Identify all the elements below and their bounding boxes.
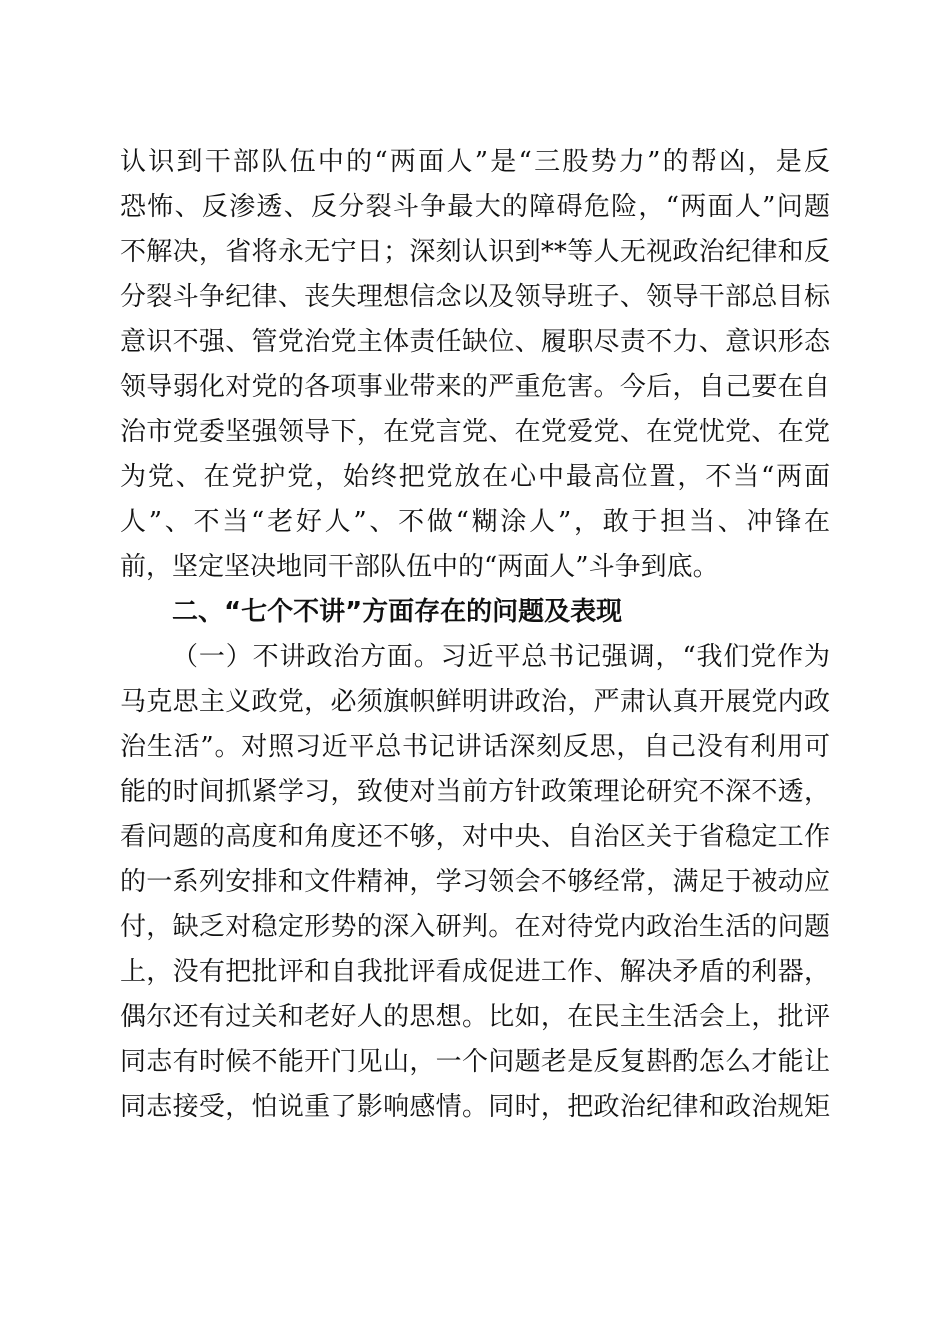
section-heading: 二、“七个不讲”方面存在的问题及表现: [172, 597, 623, 627]
body-text-line: 不解决，省将永无宁日；深刻认识到**等人无视政治纪律和反: [120, 237, 830, 267]
body-text-line: 偶尔还有过关和老好人的思想。比如，在民主生活会上，批评: [120, 1002, 830, 1032]
body-text-line: 为党、在党护党，始终把党放在心中最高位置，不当“两面: [120, 462, 830, 492]
body-text-line: 认识到干部队伍中的“两面人”是“三股势力”的帮凶，是反: [120, 147, 830, 177]
body-text-line: 恐怖、反渗透、反分裂斗争最大的障碍危险，“两面人”问题: [120, 192, 830, 222]
body-text-line: 分裂斗争纪律、丧失理想信念以及领导班子、领导干部总目标: [120, 282, 830, 312]
body-text-line: 治生活”。对照习近平总书记讲话深刻反思，自己没有利用可: [120, 732, 830, 762]
body-text-line: 马克思主义政党，必须旗帜鲜明讲政治，严肃认真开展党内政: [120, 687, 830, 717]
body-text-line: 意识不强、管党治党主体责任缺位、履职尽责不力、意识形态: [120, 327, 830, 357]
body-text-line: 上，没有把批评和自我批评看成促进工作、解决矛盾的利器，: [120, 957, 830, 987]
body-text-line: 治市党委坚强领导下，在党言党、在党爱党、在党忧党、在党: [120, 417, 830, 447]
body-text-line: 同志接受，怕说重了影响感情。同时，把政治纪律和政治规矩: [120, 1092, 830, 1122]
body-text-line: 付，缺乏对稳定形势的深入研判。在对待党内政治生活的问题: [120, 912, 830, 942]
body-text-line: 前，坚定坚决地同干部队伍中的“两面人”斗争到底。: [120, 552, 719, 582]
body-text-line: 领导弱化对党的各项事业带来的严重危害。今后，自己要在自: [120, 372, 830, 402]
body-text-line: 同志有时候不能开门见山，一个问题老是反复斟酌怎么才能让: [120, 1047, 830, 1077]
body-text-line: 的一系列安排和文件精神，学习领会不够经常，满足于被动应: [120, 867, 830, 897]
body-text-line: 看问题的高度和角度还不够，对中央、自治区关于省稳定工作: [120, 822, 830, 852]
body-text-line: （一）不讲政治方面。习近平总书记强调，“我们党作为: [172, 642, 830, 672]
body-text-line: 人”、不当“老好人”、不做“糊涂人”，敢于担当、冲锋在: [120, 507, 830, 537]
body-text-line: 能的时间抓紧学习，致使对当前方针政策理论研究不深不透，: [120, 777, 830, 807]
